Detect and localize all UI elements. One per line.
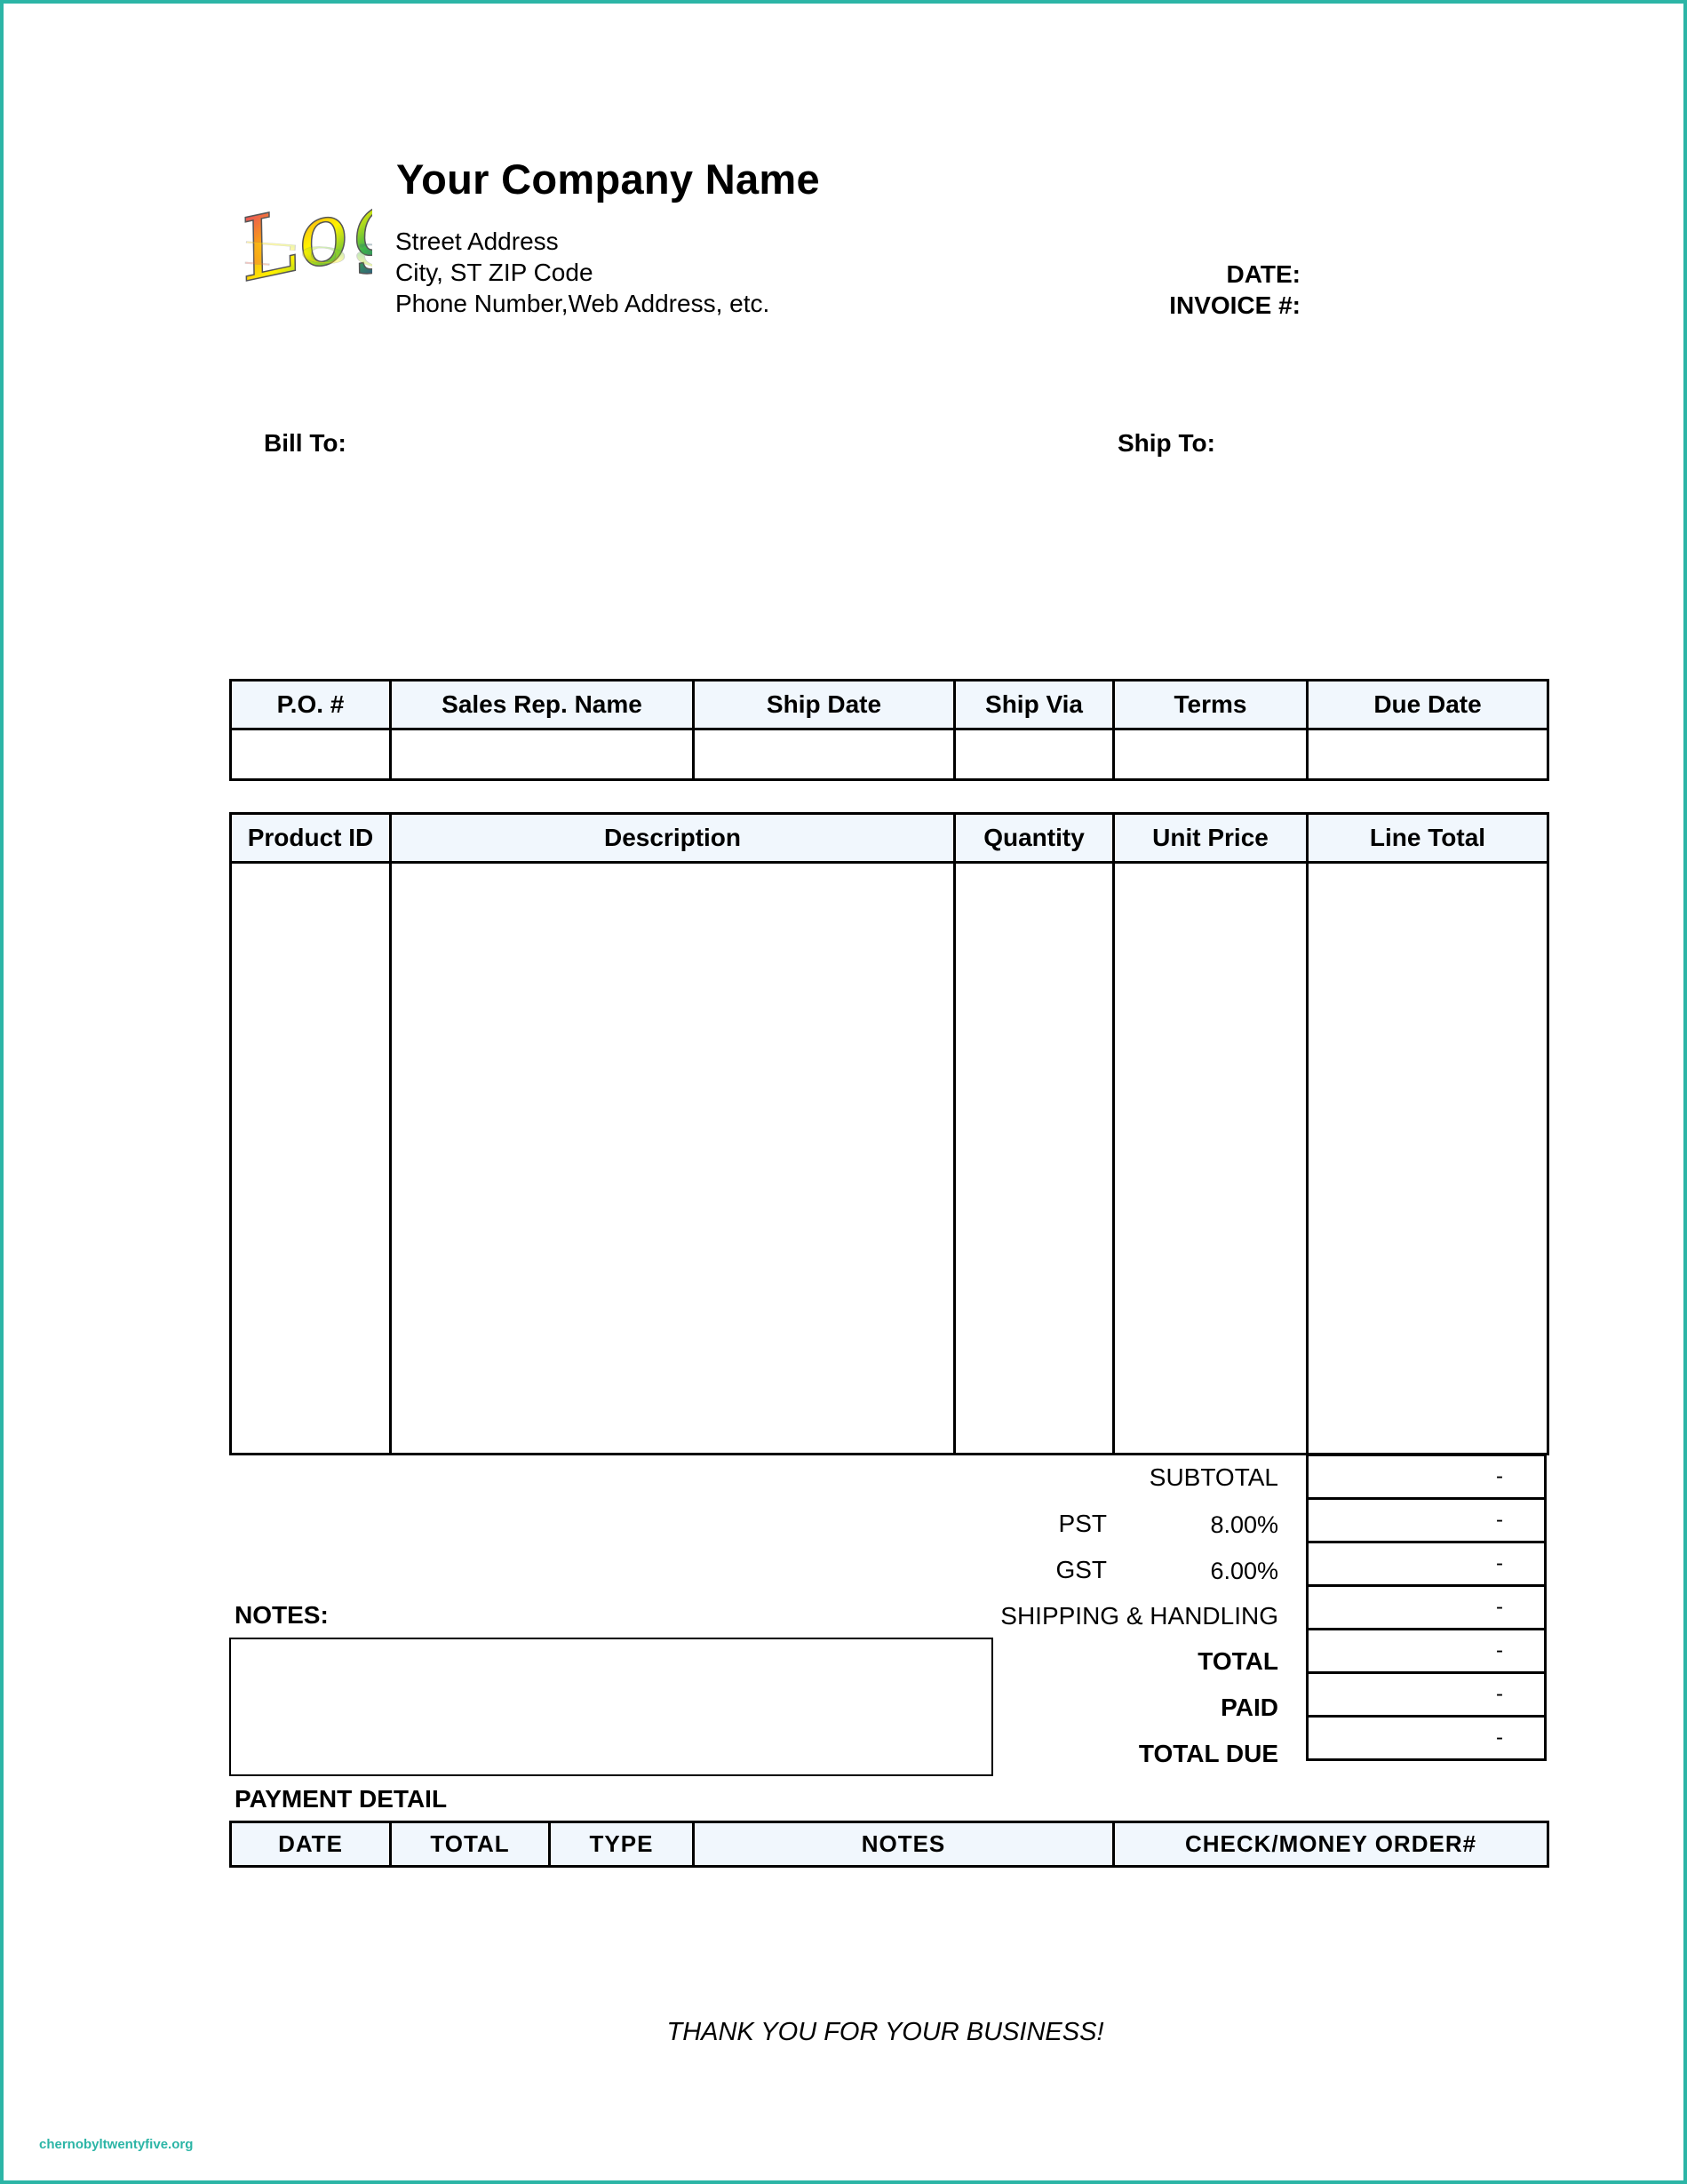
svg-text:Logo: Logo bbox=[231, 234, 372, 284]
ship-date-cell[interactable] bbox=[694, 729, 955, 780]
shipping-handling-label: SHIPPING & HANDLING bbox=[1000, 1602, 1278, 1630]
pst-rate: 8.00% bbox=[1210, 1511, 1278, 1538]
source-credit: chernobyltwentyfive.org bbox=[39, 2137, 194, 2152]
payment-header-total: TOTAL bbox=[391, 1822, 550, 1867]
header-due-date: Due Date bbox=[1308, 681, 1548, 729]
paid-label: PAID bbox=[1221, 1694, 1278, 1721]
ship-via-cell[interactable] bbox=[955, 729, 1114, 780]
shipping-value[interactable]: - bbox=[1308, 1586, 1546, 1630]
ship-to-label: Ship To: bbox=[1118, 429, 1215, 457]
header-ship-date: Ship Date bbox=[694, 681, 955, 729]
description-column[interactable] bbox=[391, 863, 955, 1455]
notes-field[interactable] bbox=[229, 1638, 993, 1776]
unit-price-column[interactable] bbox=[1114, 863, 1308, 1455]
payment-detail-label: PAYMENT DETAIL bbox=[235, 1785, 448, 1813]
payment-header-type: TYPE bbox=[550, 1822, 694, 1867]
product-id-column[interactable] bbox=[231, 863, 391, 1455]
quantity-column[interactable] bbox=[955, 863, 1114, 1455]
total-due-label: TOTAL DUE bbox=[1138, 1740, 1278, 1767]
contact-info: Phone Number,Web Address, etc. bbox=[395, 290, 770, 317]
company-name: Your Company Name bbox=[396, 155, 820, 203]
subtotal-value[interactable]: - bbox=[1308, 1455, 1546, 1499]
header-line-total: Line Total bbox=[1308, 814, 1548, 863]
total-value[interactable]: - bbox=[1308, 1630, 1546, 1673]
pst-value[interactable]: - bbox=[1308, 1499, 1546, 1542]
po-number-cell[interactable] bbox=[231, 729, 391, 780]
terms-cell[interactable] bbox=[1114, 729, 1308, 780]
gst-value[interactable]: - bbox=[1308, 1542, 1546, 1586]
paid-value[interactable]: - bbox=[1308, 1673, 1546, 1717]
header-sales-rep: Sales Rep. Name bbox=[391, 681, 694, 729]
line-total-column[interactable] bbox=[1308, 863, 1548, 1455]
street-address: Street Address bbox=[395, 227, 559, 255]
bill-to-label: Bill To: bbox=[264, 429, 346, 457]
logo-text: Logo bbox=[231, 158, 372, 301]
date-label: DATE: bbox=[1226, 260, 1301, 288]
header-ship-via: Ship Via bbox=[955, 681, 1114, 729]
payment-header-date: DATE bbox=[231, 1822, 391, 1867]
header-description: Description bbox=[391, 814, 955, 863]
header-quantity: Quantity bbox=[955, 814, 1114, 863]
invoice-number-label: INVOICE #: bbox=[1169, 291, 1301, 319]
header-terms: Terms bbox=[1114, 681, 1308, 729]
header-product-id: Product ID bbox=[231, 814, 391, 863]
due-date-cell[interactable] bbox=[1308, 729, 1548, 780]
totals-table bbox=[1306, 1454, 1547, 1761]
total-due-value[interactable]: - bbox=[1308, 1717, 1546, 1760]
pst-label: PST bbox=[1058, 1510, 1107, 1537]
gst-label: GST bbox=[1055, 1556, 1107, 1583]
thank-you-message: THANK YOU FOR YOUR BUSINESS! bbox=[666, 2018, 1104, 2046]
company-logo bbox=[230, 153, 372, 322]
line-items-table bbox=[229, 812, 1549, 1455]
header-po-number: P.O. # bbox=[231, 681, 391, 729]
payment-header-check-number: CHECK/MONEY ORDER# bbox=[1114, 1822, 1548, 1867]
payment-detail-table bbox=[229, 1821, 1549, 1868]
subtotal-label: SUBTOTAL bbox=[1149, 1463, 1278, 1491]
gst-rate: 6.00% bbox=[1210, 1558, 1278, 1584]
notes-label: NOTES: bbox=[235, 1601, 329, 1629]
total-label: TOTAL bbox=[1198, 1647, 1278, 1675]
payment-header-notes: NOTES bbox=[694, 1822, 1114, 1867]
sales-rep-cell[interactable] bbox=[391, 729, 694, 780]
order-info-table bbox=[229, 679, 1549, 781]
header-unit-price: Unit Price bbox=[1114, 814, 1308, 863]
city-state-zip: City, ST ZIP Code bbox=[395, 259, 593, 286]
